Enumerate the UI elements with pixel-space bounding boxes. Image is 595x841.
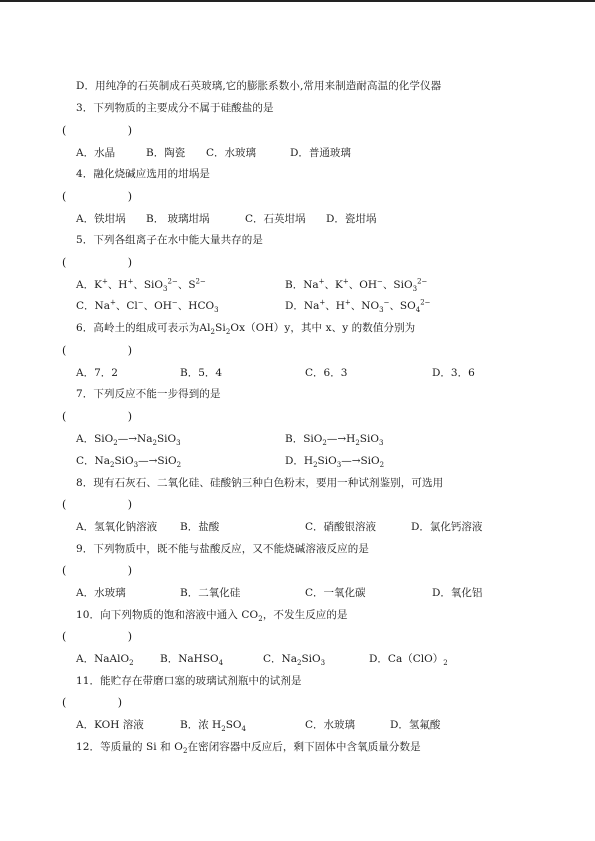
q9-stem: 9．下列物质中，既不能与盐酸反应，又不能烧碱溶液反应的是 [76,543,369,555]
q4-option-c: C．石英坩埚 [245,213,306,225]
q7-answer-blank: ( ) [62,410,132,423]
q11-answer-blank: ( ) [62,696,122,709]
q5-stem: 5．下列各组离子在水中能大量共存的是 [76,234,263,246]
q3-option-d: D．普通玻璃 [290,147,351,159]
q4-stem: 4．融化烧碱应选用的坩埚是 [76,168,210,180]
q6-stem: 6．高岭土的组成可表示为$Al_2Si_2Ox(OH)y$，其中 x、y 的数值分别为 [76,322,416,337]
q5-option-d: D．Na+、H+、$NO_3^-$、$SO_4^{2-}$ [285,298,431,315]
q7-option-a: A．$SiO_2—\to Na_2SiO_3$ [76,433,181,448]
q7-option-b: B．$SiO_2—\to H_2SiO_3$ [285,433,384,448]
q6-option-a: A．7．2 [76,367,118,379]
q3-answer-blank: ( ) [62,124,132,137]
q10-option-b: B．NaHSO$_4$ [160,653,224,668]
q7-option-c: C．$Na_2SiO_3—\to SiO_2$ [76,455,182,470]
q10-option-a: A．NaAlO$_2$ [76,653,134,668]
q9-option-d: D．氧化铝 [432,587,483,599]
q11-option-c: C．水玻璃 [305,719,356,731]
q11-stem: 11．能贮存在带磨口塞的玻璃试剂瓶中的试剂是 [76,675,302,687]
q12-stem: 12．等质量的 Si 和 $O_2$在密闭容器中反应后，剩下固体中含氧质量分数是 [76,741,421,756]
q10-answer-blank: ( ) [62,630,132,643]
q9-option-b: B．二氧化硅 [180,587,241,599]
q3-option-c: C．水玻璃 [206,147,257,159]
q10-option-d: D．$Ca(ClO)_2$ [369,653,448,668]
q9-answer-blank: ( ) [62,564,132,577]
q5-option-a: A．K+、H+、SiO$_3^{2-}$、$S^{2-}$ [76,277,206,294]
q5-option-b: B．Na+、K+、OH−、SiO$_3^{2-}$ [285,277,428,294]
q5-answer-blank: ( ) [62,256,132,269]
q7-stem: 7．下列反应不能一步得到的是 [76,388,221,400]
q6-answer-blank: ( ) [62,344,132,357]
q4-answer-blank: ( ) [62,190,132,203]
q8-option-b: B．盐酸 [180,521,220,533]
q6-option-b: B．5．4 [180,367,223,379]
q4-option-a: A．铁坩埚 [76,213,126,225]
q8-option-d: D．氯化钙溶液 [411,521,483,533]
q6-option-d: D．3．6 [432,367,475,379]
q2-option-d: D．用纯净的石英制成石英玻璃,它的膨胀系数小,常用来制造耐高温的化学仪器 [76,80,442,92]
q8-option-a: A．氢氧化钠溶液 [76,521,158,533]
q11-option-d: D．氢氟酸 [390,719,441,731]
q8-option-c: C．硝酸银溶液 [305,521,377,533]
q3-option-b: B．陶瓷 [146,147,186,159]
q4-option-b: B． 玻璃坩埚 [146,213,210,225]
q7-option-d: D．$H_2SiO_3—\to SiO_2$ [285,455,385,470]
q3-option-a: A．水晶 [76,147,116,159]
q3-stem: 3．下列物质的主要成分不属于硅酸盐的是 [76,102,274,114]
q10-stem: 10．向下列物质的饱和溶液中通入 $CO_2$，不发生反应的是 [76,609,348,624]
q10-option-c: C．$Na_2SiO_3$ [263,653,326,668]
q8-stem: 8．现有石灰石、二氧化硅、硅酸钠三种白色粉末，要用一种试剂鉴别，可选用 [76,477,444,489]
q11-option-b: B．浓 $H_2SO_4$ [180,719,246,734]
q8-answer-blank: ( ) [62,498,132,511]
q9-option-a: A．水玻璃 [76,587,126,599]
q6-option-c: C．6．3 [305,367,348,379]
q4-option-d: D．瓷坩埚 [326,213,377,225]
q9-option-c: C．一氧化碳 [305,587,366,599]
q11-option-a: A．KOH 溶液 [76,719,144,731]
q5-option-c: C．Na+、Cl−、OH−、$HCO_3$ [76,298,219,315]
